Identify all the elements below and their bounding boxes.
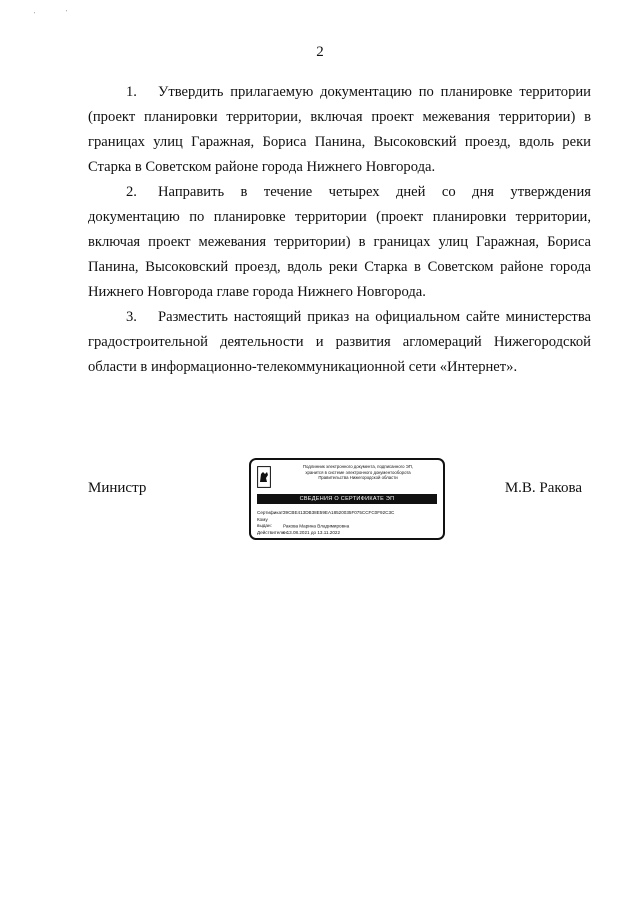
paragraph-3 bbox=[88, 305, 591, 380]
validity-row bbox=[257, 530, 439, 537]
owner-label: Кому выдан: bbox=[257, 516, 272, 529]
stamp-note-line: Подлинник электронного документа, подписанного ЭП, bbox=[302, 464, 414, 469]
signer-position: Министр bbox=[88, 480, 147, 496]
paragraph-text: Утвердить прилагаемую документацию по планировке территории (проект планировки территории, включая проект межевания территории) в границах улиц Гаражная, Бориса Панина, Высоковский проезд, вдоль реки Старка в Советском районе города Нижнего Новгорода. bbox=[88, 84, 591, 175]
stamp-note-line: Правительства Нижегородской области bbox=[318, 475, 398, 481]
stamp-note-line: хранится в системе электронного документооборота bbox=[305, 469, 411, 475]
paragraph-number: 2. bbox=[126, 184, 137, 200]
coat-of-arms-icon bbox=[257, 466, 271, 488]
page-number: 2 bbox=[316, 44, 324, 60]
stamp-header: СВЕДЕНИЯ О СЕРТИФИКАТЕ ЭП bbox=[257, 494, 437, 504]
scan-mark: ' bbox=[66, 10, 68, 16]
stamp-details bbox=[257, 510, 439, 536]
owner-value: Ракова Марина Владимировна bbox=[283, 523, 350, 529]
scan-mark: ' bbox=[34, 12, 36, 18]
validity-label: Действителен: bbox=[257, 529, 289, 535]
electronic-signature-stamp bbox=[249, 458, 445, 540]
paragraph-2 bbox=[88, 180, 591, 305]
certificate-label: Сертификат: bbox=[257, 510, 285, 515]
signer-name: М.В. Ракова bbox=[504, 480, 582, 496]
stamp-note bbox=[275, 464, 441, 481]
owner-row bbox=[257, 517, 439, 530]
paragraph-text: Разместить настоящий приказ на официальном сайте министерства градостроительной деятельности и развития агломераций Нижегородской области в информационно-телекоммуникационной сети «Интернет». bbox=[88, 309, 591, 375]
certificate-row bbox=[257, 510, 439, 517]
paragraph-number: 1. bbox=[126, 84, 137, 100]
paragraph-1 bbox=[88, 80, 591, 180]
validity-value: с 13.08.2021 до 13.11.2022 bbox=[283, 529, 341, 535]
paragraph-number: 3. bbox=[126, 309, 137, 325]
paragraph-text: Направить в течение четырех дней со дня утверждения документацию по планировке территории (проект планировки территории, включая проект межевания территории) в границах улиц Гаражная, Бориса Панина, Высоковский проезд, вдоль реки Старка в Советском районе города Нижнего Новгорода главе города Нижнего Новгорода. bbox=[88, 184, 591, 300]
certificate-value: 39CBE413DB38E59EA18520035F075CCFC0F92C3C bbox=[283, 510, 395, 515]
